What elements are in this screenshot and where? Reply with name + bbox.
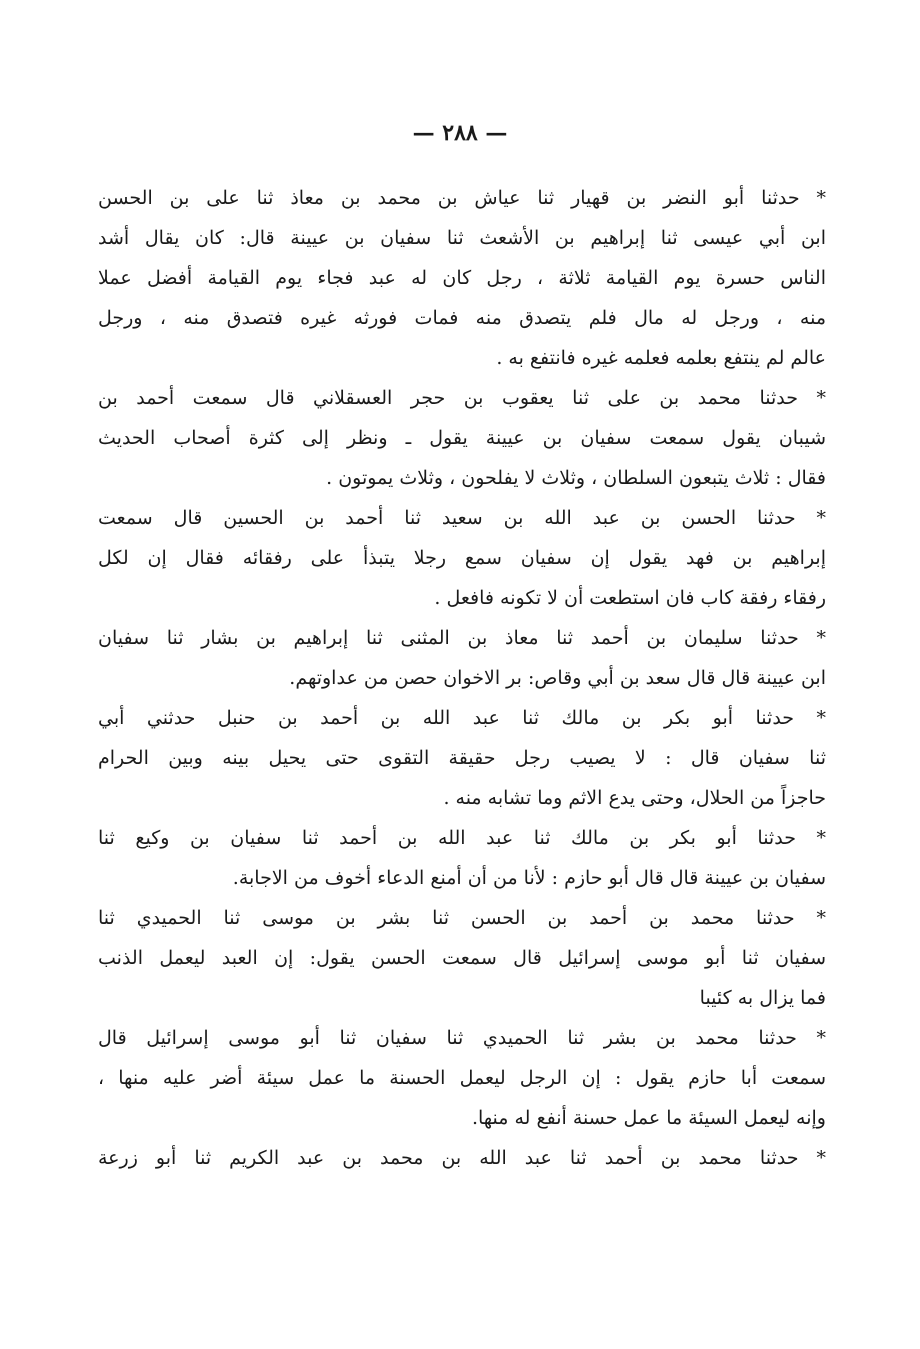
text-line: رفقاء رفقة كاب فان استطعت أن لا تكونه فافعل . xyxy=(434,587,826,609)
text-line: * حدثنا سليمان بن أحمد ثنا معاذ بن المثنى ثنا إبراهيم بن بشار ثنا سفيان xyxy=(98,627,826,649)
text-line: سمعت أبا حازم يقول : إن الرجل ليعمل الحسنة ما عمل سيئة أضر عليه منها ، xyxy=(98,1067,826,1089)
text-line: * حدثنا محمد بن أحمد بن الحسن ثنا بشر بن موسى ثنا الحميدي ثنا xyxy=(98,907,826,929)
text-line: إبراهيم بن فهد يقول إن سفيان سمع رجلا يتبذأ على رفقائه فقال إن لكل xyxy=(98,547,826,569)
text-line: فما يزال به كئيبا xyxy=(699,987,826,1009)
text-line: * حدثنا أبو بكر بن مالك ثنا عبد الله بن أحمد بن حنبل حدثني أبي xyxy=(98,707,826,729)
text-line: سفيان ثنا أبو موسى إسرائيل قال سمعت الحسن يقول: إن العبد ليعمل الذنب xyxy=(98,947,826,969)
text-line: * حدثنا أبو بكر بن مالك ثنا عبد الله بن أحمد ثنا سفيان بن وكيع ثنا xyxy=(98,827,826,849)
text-line: شيبان يقول سمعت سفيان بن عيينة يقول ـ ونظر إلى كثرة أصحاب الحديث xyxy=(98,427,826,449)
text-line: منه ، ورجل له مال فلم يتصدق منه فمات فورثه غيره فتصدق منه ، ورجل xyxy=(98,307,826,329)
text-line: * حدثنا الحسن بن عبد الله بن سعيد ثنا أحمد بن الحسين قال سمعت xyxy=(98,507,826,529)
text-line: فقال : ثلاث يتبعون السلطان ، وثلاث لا يفلحون ، وثلاث يموتون . xyxy=(326,467,826,489)
text-line: * حدثنا محمد بن أحمد ثنا عبد الله بن محمد بن عبد الكريم ثنا أبو زرعة xyxy=(98,1147,826,1169)
page-number: — ٢٨٨ — xyxy=(412,120,508,146)
text-line: الناس حسرة يوم القيامة ثلاثة ، رجل كان له عبد فجاء يوم القيامة أفضل عملا xyxy=(98,267,826,289)
text-line: ابن عيينة قال قال سعد بن أبي وقاص: بر الاخوان حصن من عداوتهم. xyxy=(289,667,826,689)
text-line: * حدثنا محمد بن على ثنا يعقوب بن حجر العسقلاني قال سمعت أحمد بن xyxy=(98,387,826,409)
text-line: * حدثنا أبو النضر بن قهيار ثنا عياش بن محمد بن معاذ ثنا على بن الحسن xyxy=(98,187,826,209)
text-line: ثنا سفيان قال : لا يصيب رجل حقيقة التقوى حتى يحيل بينه وبين الحرام xyxy=(98,747,826,769)
text-line: وإنه ليعمل السيئة ما عمل حسنة أنفع له منها. xyxy=(471,1107,826,1129)
text-line: * حدثنا محمد بن بشر ثنا الحميدي ثنا سفيان ثنا أبو موسى إسرائيل قال xyxy=(98,1027,826,1049)
text-line: عالم لم ينتفع بعلمه فعلمه غيره فانتفع به . xyxy=(496,347,826,369)
page-body xyxy=(98,178,826,1178)
text-line: سفيان بن عيينة قال قال أبو حازم : لأنا من أن أمنع الدعاء أخوف من الاجابة. xyxy=(232,867,826,889)
text-line: حاجزاً من الحلال، وحتى يدع الاثم وما تشابه منه . xyxy=(443,787,826,809)
text-line: ابن أبي عيسى ثنا إبراهيم بن الأشعث ثنا سفيان بن عيينة قال: كان يقال أشد xyxy=(98,227,826,249)
